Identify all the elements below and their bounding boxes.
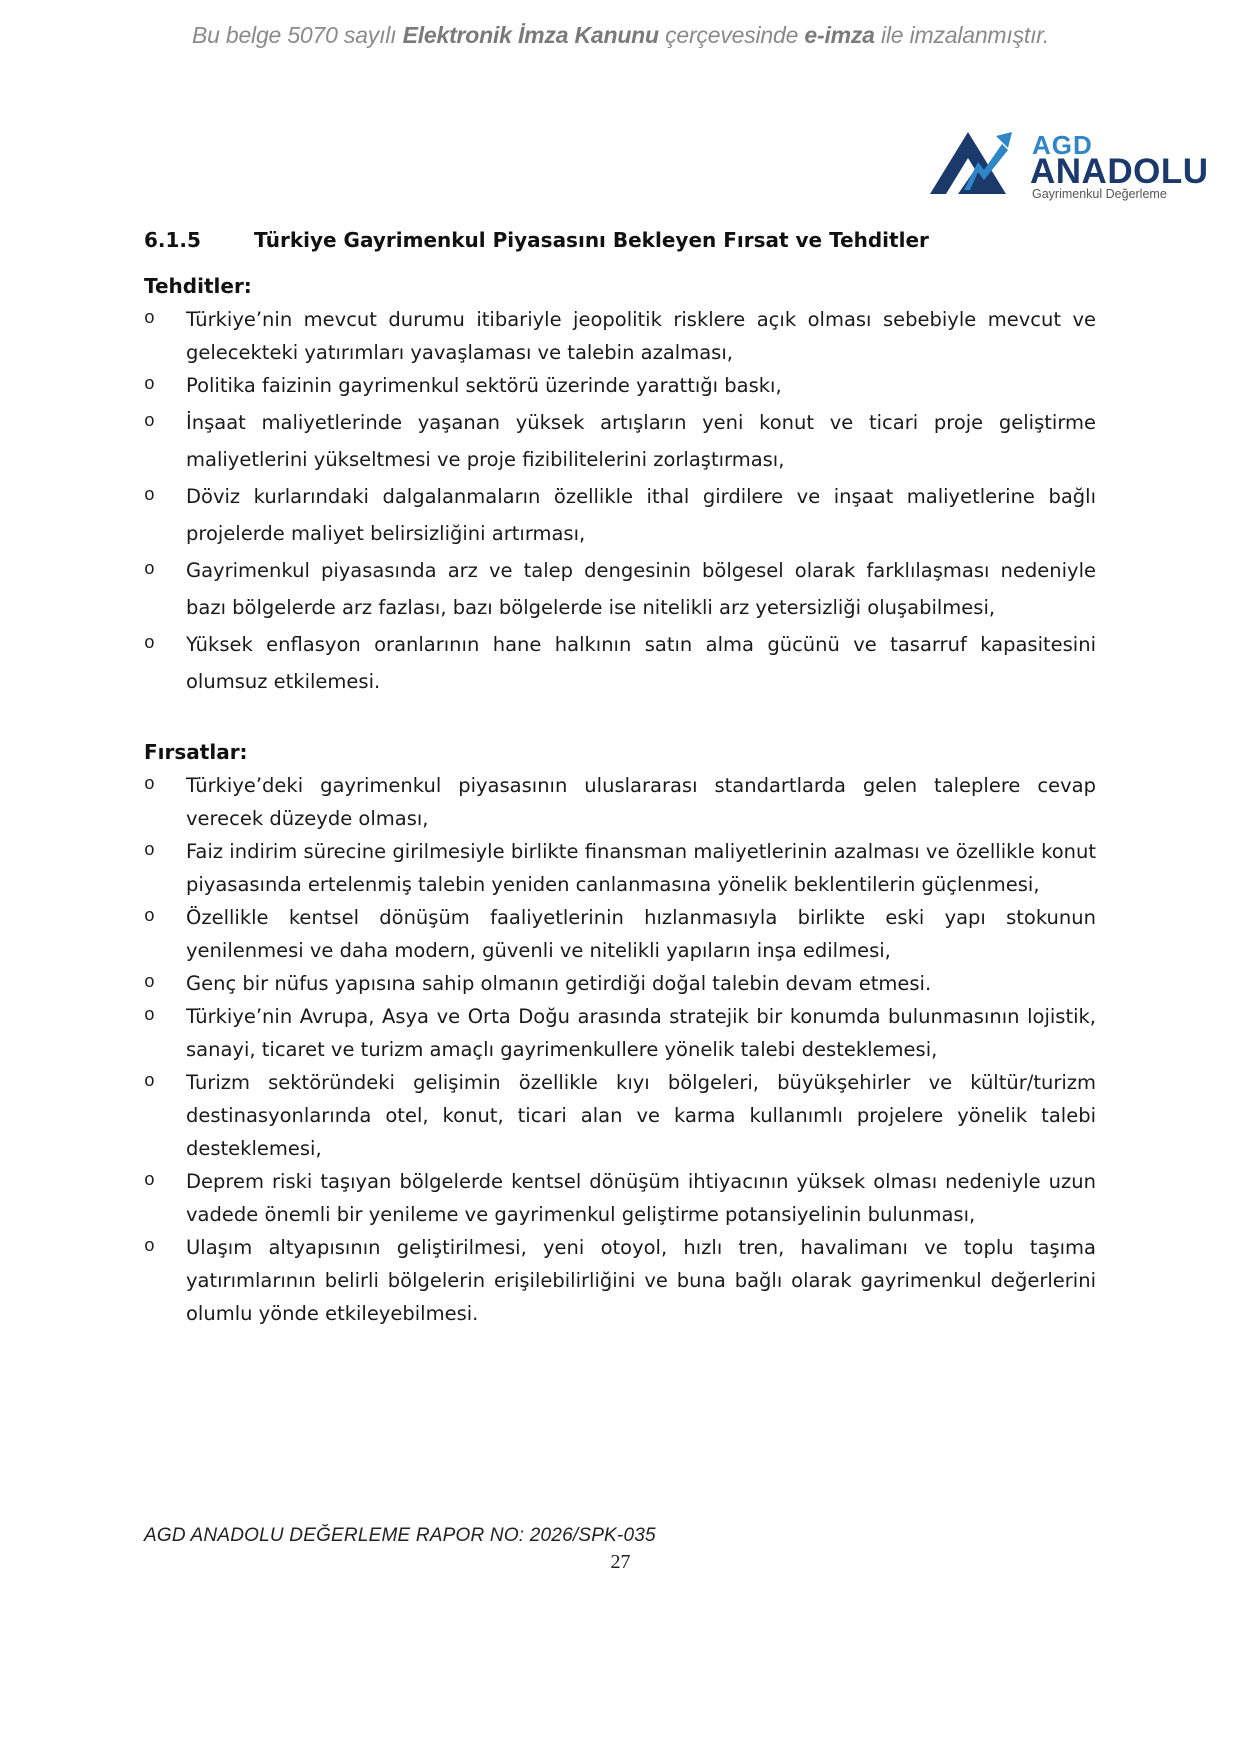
list-item-text: o Ulaşım altyapısının geliştirilmesi, yeni otoyol, hızlı tren, havalimanı ve toplu taşıma yatırımlarının belirli bölgelerin erişilebilirliğini ve buna bağlı olarak gayrimenkul değerlerini olumlu yönde etkileyebilmesi. [186,1236,1096,1325]
list-item [144,404,1096,478]
list-item [144,369,1096,402]
list-item [144,552,1096,626]
esign-bold2: e-imza [804,22,875,48]
list-item [144,901,1096,967]
logo-subtitle: Gayrimenkul Değerleme [1032,187,1167,201]
page-number: 27 [610,1551,631,1573]
logo-mountain-icon [928,124,1028,196]
list-item [144,967,1096,1000]
report-footer: AGD ANADOLU DEĞERLEME RAPOR NO: 2026/SPK-035 [144,1525,656,1546]
opportunities-label: Fırsatlar: [144,740,248,764]
list-item-text: o Politika faizinin gayrimenkul sektörü üzerinde yarattığı baskı, [186,374,782,397]
esign-part1: Bu belge 5070 sayılı [191,22,403,48]
opportunities-list [144,769,1096,1330]
list-item-text: o Türkiye’deki gayrimenkul piyasasının uluslararası standartlarda gelen taleplere cevap verecek düzeyde olması, [186,774,1096,830]
company-logo [928,124,1208,204]
esign-bold1: Elektronik İmza Kanunu [402,22,659,48]
list-item [144,835,1096,901]
list-item [144,478,1096,552]
list-item-text: o Türkiye’nin mevcut durumu itibariyle jeopolitik risklere açık olması sebebiyle mevcut ve gelecekteki yatırımları yavaşlaması ve talebin azalması, [186,308,1096,364]
list-item-text: o Türkiye’nin Avrupa, Asya ve Orta Doğu arasında stratejik bir konumda bulunmasının lojistik, sanayi, ticaret ve turizm amaçlı gayrimenkullere yönelik talebi desteklemesi, [186,1005,1096,1061]
list-item-text: o Genç bir nüfus yapısına sahip olmanın getirdiği doğal talebin devam etmesi. [186,972,932,995]
list-item [144,1000,1096,1066]
list-item-text: o Özellikle kentsel dönüşüm faaliyetlerinin hızlanmasıyla birlikte eski yapı stokunun yenilenmesi ve daha modern, güvenli ve nitelikli yapıların inşa edilmesi, [186,906,1096,962]
esign-part2: çerçevesinde [658,22,805,48]
list-item-text: o Deprem riski taşıyan bölgelerde kentsel dönüşüm ihtiyacının yüksek olması nedeniyle uzun vadede önemli bir yenileme ve gayrimenkul geliştirme potansiyelinin bulunması, [186,1170,1096,1226]
list-item [144,1231,1096,1330]
logo-agd-text: AGD [1032,130,1093,160]
esign-part3: ile imzalanmıştır. [874,22,1050,48]
list-item [144,769,1096,835]
section-title: Türkiye Gayrimenkul Piyasasını Bekleyen Fırsat ve Tehditler [254,228,929,252]
list-item-text: o Yüksek enflasyon oranlarının hane halkının satın alma gücünü ve tasarruf kapasitesini olumsuz etkilemesi. [186,633,1096,693]
section-heading [144,228,929,252]
list-item [144,626,1096,700]
logo-anadolu-text: ANADOLU [1030,152,1209,191]
list-item-text: o Döviz kurlarındaki dalgalanmaların özellikle ithal girdilere ve inşaat maliyetlerine bağlı projelerde maliyet belirsizliğini artırması, [186,485,1096,545]
list-item [144,1165,1096,1231]
threats-list [144,303,1096,700]
section-number: 6.1.5 [144,228,201,252]
threats-label: Tehditler: [144,274,252,298]
list-item [144,303,1096,369]
list-item [144,1066,1096,1165]
list-item-text: o Turizm sektöründeki gelişimin özellikle kıyı bölgeleri, büyükşehirler ve kültür/turizm destinasyonlarında otel, konut, ticari alan ve karma kullanımlı projelere yönelik talebi desteklemesi, [186,1071,1096,1160]
list-item-text: o İnşaat maliyetlerinde yaşanan yüksek artışların yeni konut ve ticari proje geliştirme maliyetlerini yükseltmesi ve proje fizibilitelerini zorlaştırması, [186,411,1096,471]
e-signature-notice [0,22,1241,49]
list-item-text: o Faiz indirim sürecine girilmesiyle birlikte finansman maliyetlerinin azalması ve özellikle konut piyasasında ertelenmiş talebin yeniden canlanmasına yönelik beklentilerin güçlenmesi, [186,840,1096,896]
list-item-text: o Gayrimenkul piyasasında arz ve talep dengesinin bölgesel olarak farklılaşması nedeniyle bazı bölgelerde arz fazlası, bazı bölgelerde ise nitelikli arz yetersizliği oluşabilmesi, [186,559,1096,619]
